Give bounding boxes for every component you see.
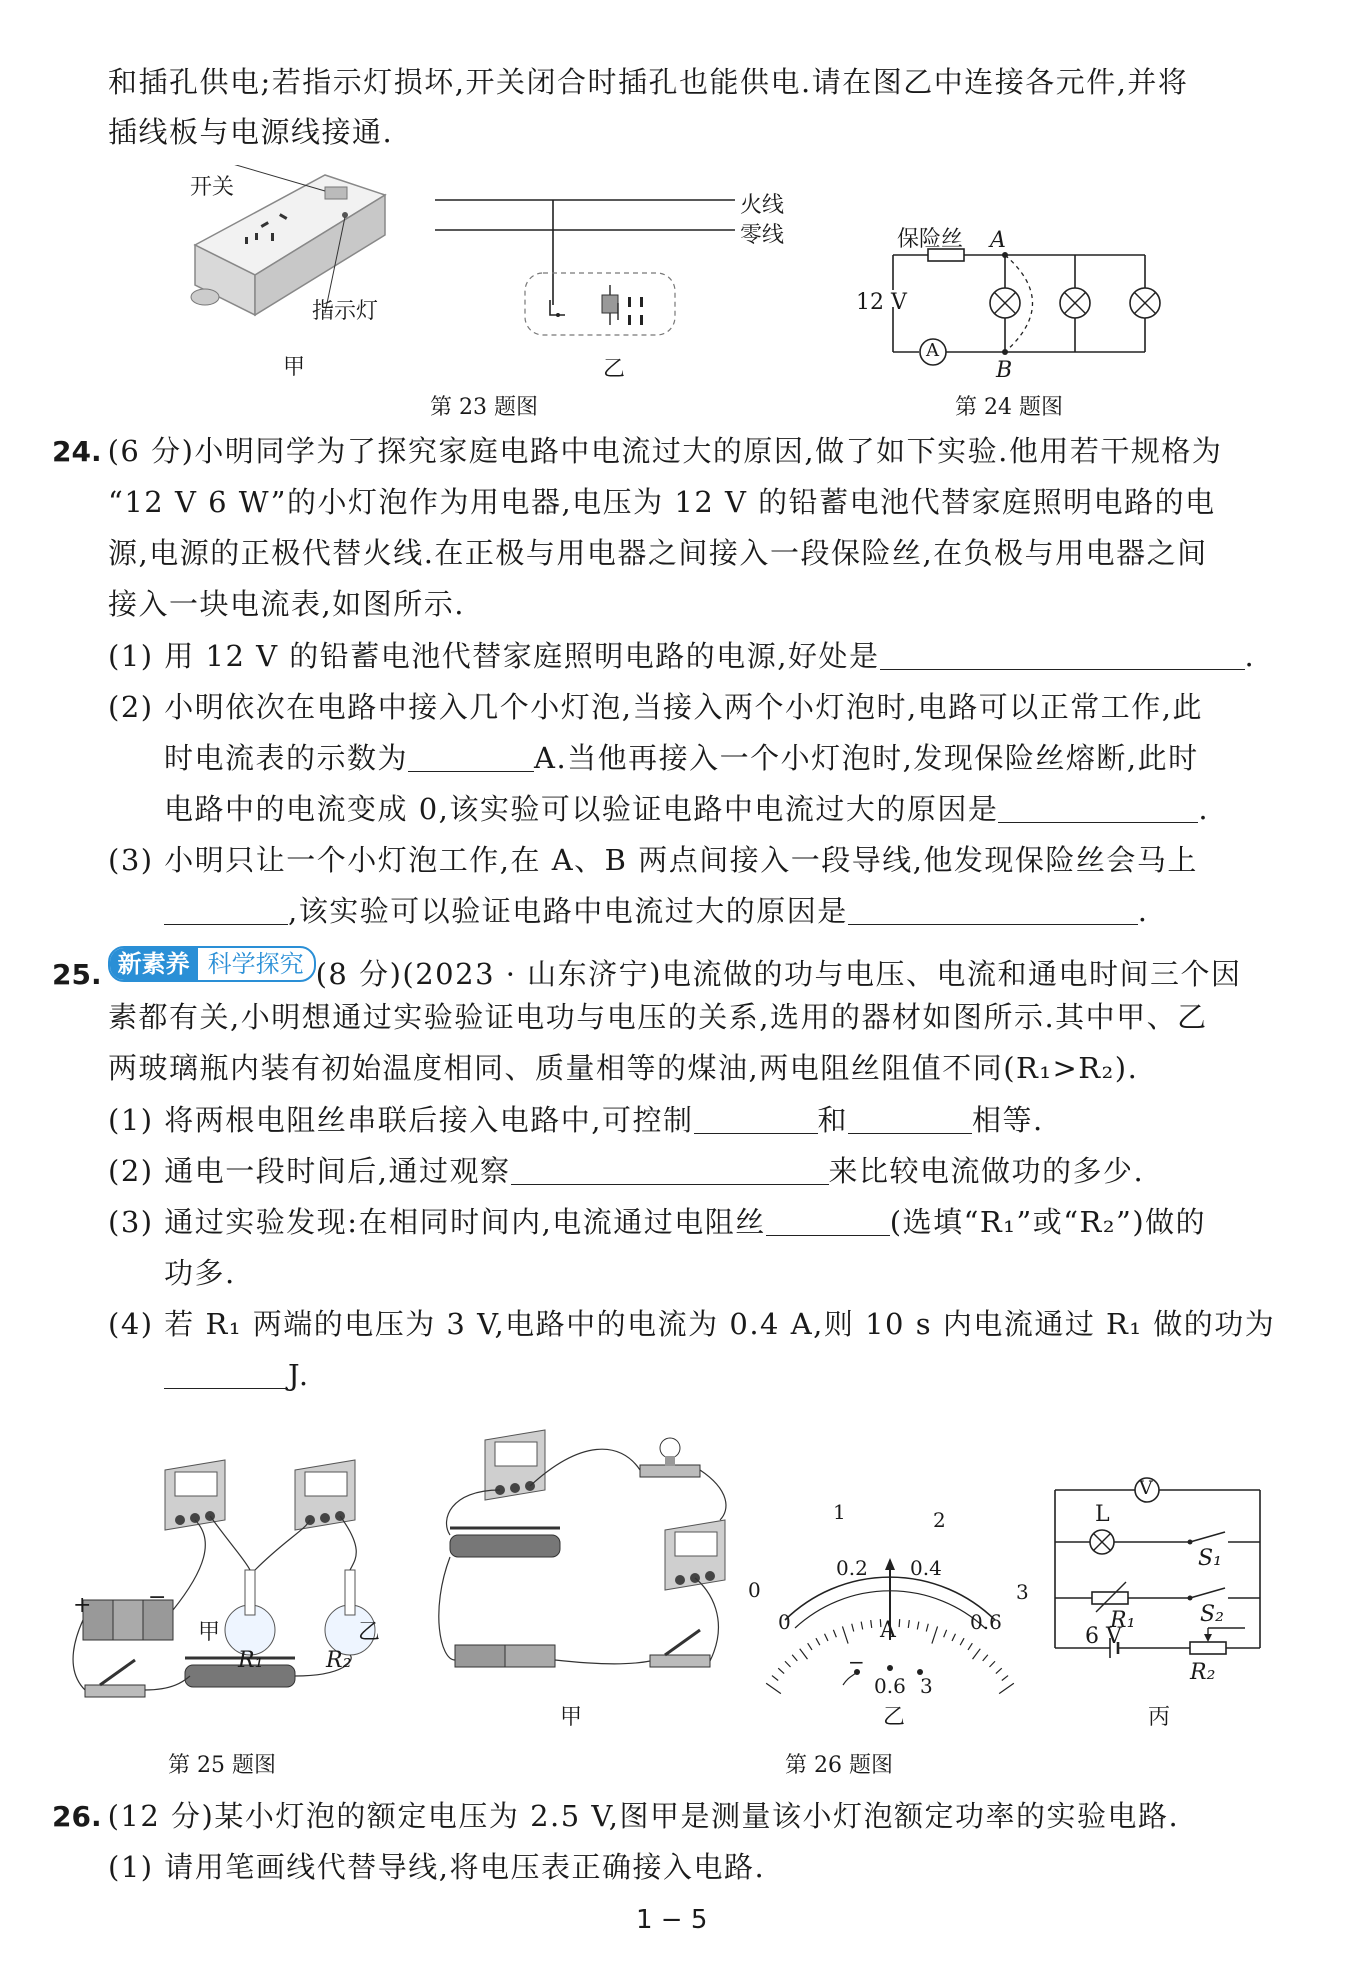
schematic-s2-label: S₂ bbox=[1200, 1602, 1224, 1627]
fig24-point-a: A bbox=[990, 228, 1006, 253]
q24-line-1: 24. (6 分)小明同学为了探究家庭电路中电流过大的原因,做了如下实验.他用若干规格为 bbox=[52, 434, 1223, 468]
q26-part-1: (1) 请用笔画线代替导线,将电压表正确接入电路. bbox=[108, 1850, 766, 1884]
answer-blank[interactable] bbox=[998, 794, 1198, 823]
battery-icon bbox=[455, 1645, 555, 1667]
dial-tick bbox=[792, 1655, 797, 1661]
figure-26-bing-schematic bbox=[1040, 1470, 1275, 1690]
q24-number: 24. bbox=[52, 435, 102, 468]
fig26-caption: 第 26 题图 bbox=[785, 1753, 893, 1778]
q25-part-1: (1) 将两根电阻丝串联后接入电路中,可控制 和 相等. bbox=[108, 1103, 1044, 1137]
figure-26-jia-apparatus bbox=[430, 1420, 750, 1700]
dial-bottom-tick-1: 0.2 bbox=[836, 1556, 868, 1580]
dial-bottom-tick-3: 0.6 bbox=[970, 1610, 1002, 1634]
switch-icon bbox=[85, 1660, 145, 1697]
dial-terminal-3: 3 bbox=[920, 1674, 933, 1698]
fig25-r2: R₂ bbox=[326, 1648, 352, 1673]
dial-tick bbox=[852, 1624, 854, 1632]
q24-part-2c: 电路中的电流变成 0,该实验可以验证电路中电流过大的原因是 . bbox=[164, 792, 1210, 826]
q24-part-2a: (2) 小明依次在电路中接入几个小灯泡,当接入两个小灯泡时,电路可以正常工作,此 bbox=[108, 690, 1203, 724]
flask-icon bbox=[225, 1570, 375, 1655]
dial-top-tick-2: 2 bbox=[933, 1508, 946, 1532]
voltmeter-icon bbox=[665, 1520, 725, 1590]
dial-terminal-minus: − bbox=[848, 1650, 865, 1674]
dial-tick bbox=[996, 1668, 1002, 1673]
fig25-yi: 乙 bbox=[358, 1620, 381, 1645]
dial-tick bbox=[917, 1622, 919, 1630]
intro-line-1: 和插孔供电;若指示灯损坏,开关闭合时插孔也能供电.请在图乙中连接各元件,并将 bbox=[108, 65, 1189, 99]
rheostat-icon bbox=[450, 1528, 560, 1557]
figure-23-yi-wiring bbox=[430, 185, 750, 355]
dial-tick bbox=[842, 1626, 848, 1643]
fig26-bing: 丙 bbox=[1148, 1705, 1171, 1730]
q25-line-3: 两玻璃瓶内装有初始温度相同、质量相等的煤油,两电阻丝阻值不同(R₁>R₂). bbox=[108, 1051, 1139, 1085]
dial-tick bbox=[778, 1668, 784, 1673]
schematic-voltmeter-label: V bbox=[1139, 1477, 1153, 1499]
dial-tick bbox=[772, 1676, 778, 1681]
q24-line-4: 接入一块电流表,如图所示. bbox=[108, 587, 465, 621]
intro-line-2: 插线板与电源线接通. bbox=[108, 115, 394, 149]
q25-part-4: (4) 若 R₁ 两端的电压为 3 V,电路中的电流为 0.4 A,则 10 s 内电流通过 R₁ 做的功为 bbox=[108, 1307, 1276, 1341]
dial-tick bbox=[999, 1683, 1014, 1693]
dial-tick bbox=[816, 1638, 820, 1645]
q25-number: 25. bbox=[52, 958, 102, 991]
q25-part-3: (3) 通过实验发现:在相同时间内,电流通过电阻丝 (选填“R₁”或“R₂”)做的 bbox=[108, 1205, 1207, 1239]
q24-line-2: “12 V 6 W”的小灯泡作为用电器,电压为 12 V 的铅蓄电池代替家庭照明电路的电 bbox=[108, 485, 1216, 519]
answer-blank[interactable] bbox=[408, 743, 534, 772]
answer-blank[interactable] bbox=[164, 896, 288, 925]
fig24-voltage-label: 12 V bbox=[856, 290, 907, 315]
schematic-r2-label: R₂ bbox=[1190, 1660, 1216, 1685]
dial-tick bbox=[861, 1622, 863, 1630]
fig25-plus: + bbox=[73, 1593, 92, 1618]
dial-unit: A bbox=[880, 1618, 896, 1643]
fig23-indicator-label: 指示灯 bbox=[312, 299, 379, 324]
voltmeter-icon bbox=[165, 1460, 225, 1530]
dial-tick bbox=[932, 1626, 938, 1643]
dial-tick bbox=[960, 1638, 964, 1645]
dial-tick bbox=[800, 1649, 808, 1659]
answer-blank[interactable] bbox=[848, 1105, 972, 1134]
q25-part-2: (2) 通电一段时间后,通过观察 来比较电流做功的多少. bbox=[108, 1154, 1145, 1188]
answer-blank[interactable] bbox=[511, 1156, 829, 1185]
fig23-switch-label: 开关 bbox=[190, 175, 235, 200]
q24-part-2b: 时电流表的示数为 A.当他再接入一个小灯泡时,发现保险丝熔断,此时 bbox=[164, 741, 1199, 775]
fig25-r1: R₁ bbox=[238, 1648, 264, 1673]
schematic-lamp-label: L bbox=[1095, 1502, 1110, 1527]
dial-tick bbox=[825, 1634, 828, 1641]
fig24-fuse-label: 保险丝 bbox=[897, 227, 964, 252]
dial-tick bbox=[926, 1624, 928, 1632]
fig24-ammeter-label: A bbox=[926, 340, 939, 361]
fig23-fire-wire-label: 火线 bbox=[740, 193, 785, 218]
dial-tick bbox=[871, 1620, 872, 1628]
q26-number: 26. bbox=[52, 1800, 102, 1833]
dial-tick bbox=[1002, 1676, 1008, 1681]
q25-part-4b: J. bbox=[164, 1355, 310, 1395]
q24-part-3b: ,该实验可以验证电路中电流过大的原因是 . bbox=[164, 891, 1148, 931]
q25-line-1: 25. 新素养 科学探究 (8 分)(2023 · 山东济宁)电流做的功与电压、电流和通电时间三个因 bbox=[52, 946, 1242, 995]
answer-blank[interactable] bbox=[164, 1360, 288, 1389]
dial-tick bbox=[952, 1634, 955, 1641]
fig26-jia: 甲 bbox=[560, 1705, 583, 1730]
dial-tick bbox=[944, 1630, 947, 1637]
dial-tick bbox=[968, 1643, 972, 1650]
dial-tick bbox=[808, 1643, 812, 1650]
q24-line-3: 源,电源的正极代替火线.在正极与用电器之间接入一段保险丝,在负极与用电器之间 bbox=[108, 536, 1208, 570]
switch-icon bbox=[650, 1630, 710, 1667]
dial-tick bbox=[833, 1630, 836, 1637]
dial-tick bbox=[908, 1620, 909, 1628]
dial-tick bbox=[785, 1661, 791, 1667]
dial-top-tick-1: 1 bbox=[833, 1500, 846, 1524]
q25-badge: 新素养 科学探究 bbox=[108, 946, 316, 982]
fig24-caption: 第 24 题图 bbox=[955, 395, 1063, 420]
fig23-jia-label: 甲 bbox=[283, 355, 306, 380]
fig25-minus: − bbox=[148, 1585, 167, 1610]
dial-top-tick-3: 3 bbox=[1016, 1580, 1029, 1604]
q24-part-3a: (3) 小明只让一个小灯泡工作,在 A、B 两点间接入一段导线,他发现保险丝会马上 bbox=[108, 843, 1198, 877]
page-number: 1 − 5 bbox=[636, 1905, 708, 1935]
q24-part-1: (1) 用 12 V 的铅蓄电池代替家庭照明电路的电源,好处是 . bbox=[108, 639, 1256, 673]
figure-25-apparatus bbox=[65, 1440, 405, 1710]
q25-line-2: 素都有关,小明想通过实验验证电功与电压的关系,选用的器材如图所示.其中甲、乙 bbox=[108, 1000, 1208, 1034]
dial-bottom-tick-2: 0.4 bbox=[910, 1556, 942, 1580]
fig23-yi-label: 乙 bbox=[603, 357, 626, 382]
answer-blank[interactable] bbox=[848, 896, 1138, 925]
answer-blank[interactable] bbox=[694, 1105, 818, 1134]
fig26-yi: 乙 bbox=[883, 1705, 906, 1730]
dial-tick bbox=[983, 1655, 988, 1661]
bulb-icon bbox=[640, 1438, 700, 1477]
q25-part-3b: 功多. bbox=[164, 1256, 236, 1290]
dial-tick bbox=[766, 1683, 781, 1693]
q26-line-1: 26. (12 分)某小灯泡的额定电压为 2.5 V,图甲是测量该小灯泡额定功率的实验电路. bbox=[52, 1799, 1180, 1833]
fig23-caption: 第 23 题图 bbox=[430, 395, 538, 420]
ammeter-icon bbox=[485, 1430, 545, 1500]
fig25-caption: 第 25 题图 bbox=[168, 1753, 276, 1778]
schematic-s1-label: S₁ bbox=[1198, 1546, 1222, 1571]
answer-blank[interactable] bbox=[766, 1207, 890, 1236]
fig24-point-b: B bbox=[996, 358, 1013, 383]
dial-tick bbox=[973, 1649, 981, 1659]
dial-top-tick-0: 0 bbox=[748, 1578, 761, 1602]
fig23-neutral-wire-label: 零线 bbox=[740, 223, 785, 248]
voltmeter-icon bbox=[295, 1460, 355, 1530]
schematic-r1-label: R₁ bbox=[1110, 1608, 1136, 1633]
dial-bottom-tick-0: 0 bbox=[778, 1610, 791, 1634]
fig25-jia: 甲 bbox=[198, 1620, 221, 1645]
dial-terminal-06: 0.6 bbox=[874, 1674, 906, 1698]
dial-tick bbox=[989, 1661, 995, 1667]
dial-tick bbox=[899, 1619, 900, 1627]
answer-blank[interactable] bbox=[880, 641, 1245, 670]
schematic-source-label: 6 V bbox=[1085, 1624, 1122, 1649]
